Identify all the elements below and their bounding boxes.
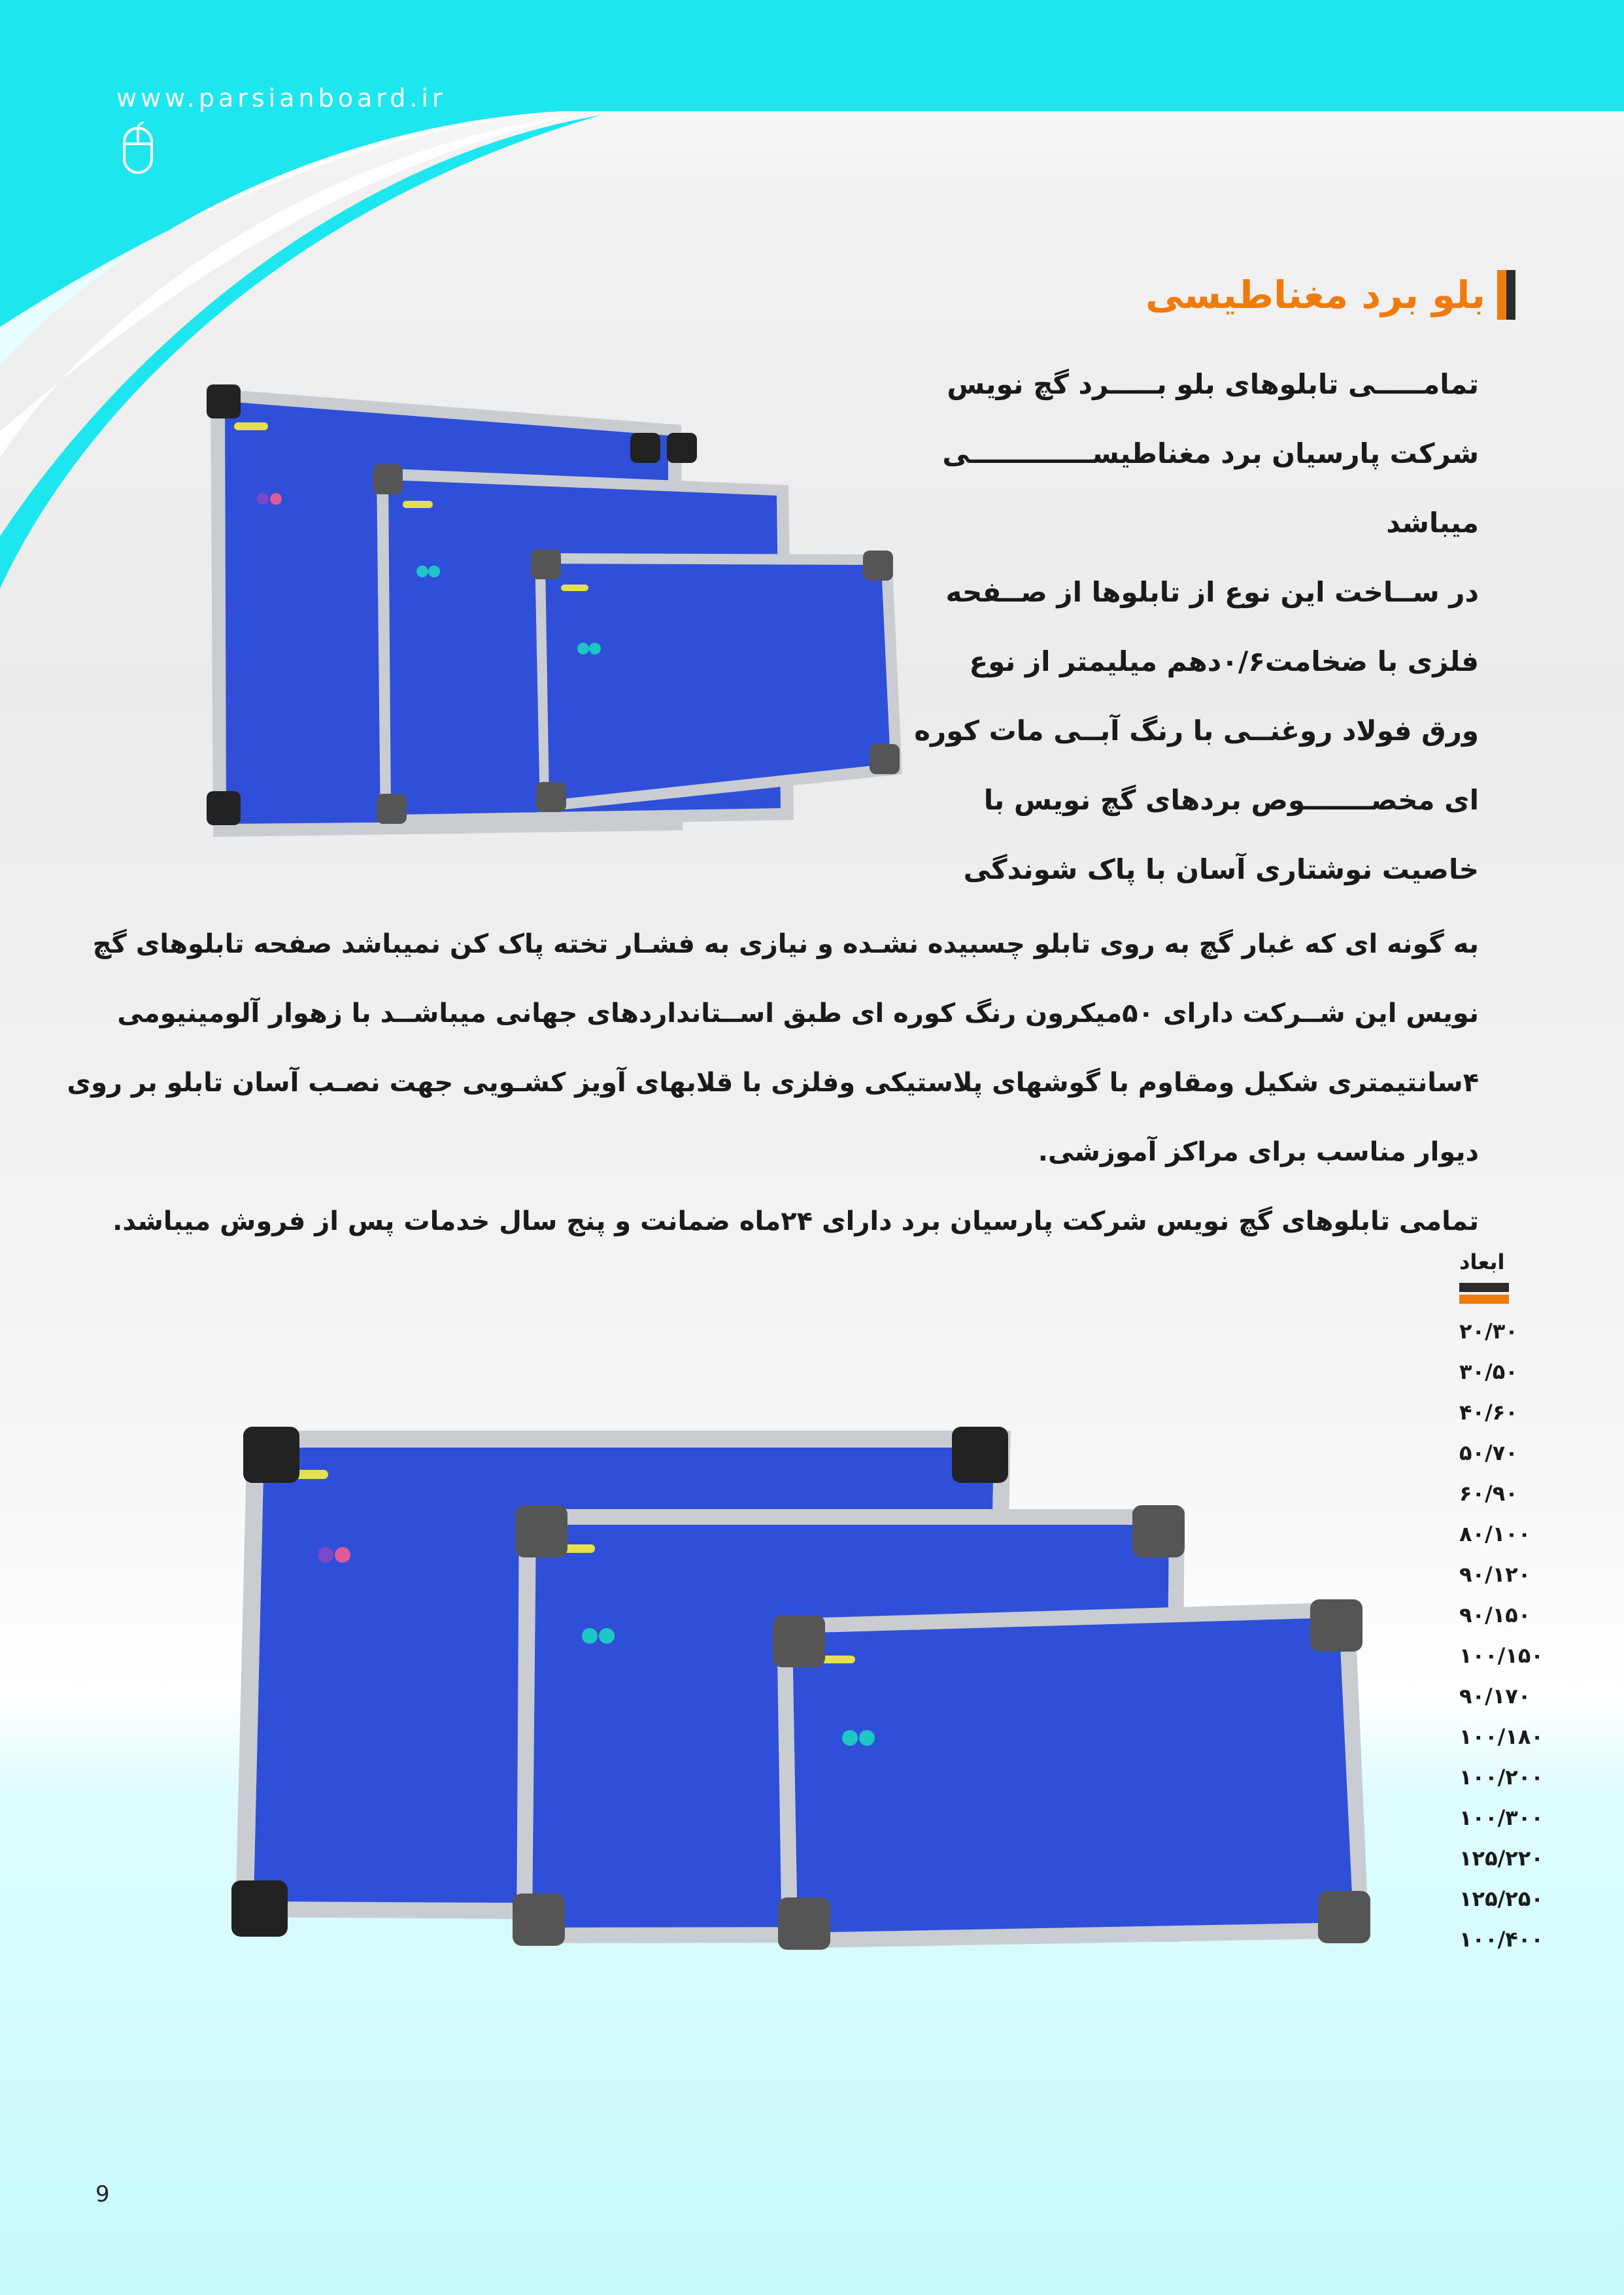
dimension-item: ۹۰/۱۷۰ (1459, 1684, 1531, 1708)
title-text: بلو برد مغناطیسی (1145, 273, 1485, 317)
dimension-item: ۱۲۵/۲۵۰ (1459, 1886, 1544, 1911)
dimension-item: ۱۲۵/۲۲۰ (1459, 1846, 1544, 1871)
dimension-item: ۱۰۰/۳۰۰ (1459, 1805, 1544, 1830)
paragraph-line: دیوار مناسب برای مراکز آموزشی. (1038, 1137, 1479, 1167)
paragraph-line: نویس این شــرکت دارای ۵۰میکرون رنگ کوره ای طبق اســتانداردهای جهانی میباشــد با زهوار آلومینیومی (117, 998, 1479, 1028)
page-number: 9 (95, 2181, 110, 2207)
dimensions-list (1459, 1248, 1564, 1965)
paragraph-block (67, 918, 1479, 1265)
section-title (1145, 267, 1515, 323)
description-line: فلزی با ضخامت۰/۶دهم میلیمتر از نوع (969, 645, 1479, 677)
description-line: خاصیت نوشتاری آسان با پاک شوندگی (963, 853, 1479, 885)
dimension-item: ۹۰/۱۵۰ (1459, 1603, 1531, 1627)
dimension-item: ۱۰۰/۴۰۰ (1459, 1927, 1544, 1952)
description-line: ورق فولاد روغنــی با رنگ آبــی مات کوره (914, 715, 1479, 747)
website-url[interactable]: www.parsianboard.ir (116, 84, 447, 112)
description-line: تمامـــــی تابلوهای بلو بـــــرد گچ نویس (947, 368, 1479, 400)
description-line: شرکت پارسیان برد مغناطیســـــــــــــی (942, 437, 1479, 469)
dimension-item: ۱۰۰/۲۰۰ (1459, 1765, 1544, 1790)
board-small (773, 1599, 1370, 1950)
dimension-item: ۱۰۰/۱۵۰ (1459, 1643, 1544, 1668)
dimension-item: ۸۰/۱۰۰ (1459, 1522, 1531, 1546)
boards-image-bottom (229, 1425, 1379, 1962)
dimension-item: ۳۰/۵۰ (1459, 1359, 1518, 1384)
paragraph-line: تمامی تابلوهای گچ نویس شرکت پارسیان برد دارای ۲۴ماه ضمانت و پنج سال خدمات پس از فروش میباشد. (112, 1206, 1479, 1236)
dimension-item: ۴۰/۶۰ (1459, 1400, 1518, 1425)
paragraph-line: ۴سانتیمتری شکیل ومقاوم با گوشهای پلاستیکی وفلزی با قلابهای آویز کشـویی جهت نصـب آسان تابلو بر روی (67, 1068, 1479, 1098)
paragraph-line: به گونه ای که غبار گچ به روی تابلو چسبیده نشـده و نیازی به فشـار تخته پاک کن نمیباشد صفحه تابلوهای گچ (92, 929, 1479, 959)
dimension-item: ۲۰/۳۰ (1459, 1319, 1518, 1344)
dimension-item: ۵۰/۷۰ (1459, 1440, 1518, 1465)
description-line: ای مخصـــــــوص بردهای گچ نویس با (983, 784, 1479, 816)
title-accent-bar (1497, 270, 1515, 320)
description-line: میباشد (1386, 507, 1479, 539)
dimensions-label: ابعاد (1459, 1250, 1505, 1274)
dimension-item: ۱۰۰/۱۸۰ (1459, 1724, 1544, 1749)
description-line: در ســاخت این نوع از تابلوها از صــفحه (945, 576, 1479, 608)
description-block (914, 358, 1479, 913)
dimension-item: ۶۰/۹۰ (1459, 1481, 1518, 1506)
boards-image-top (196, 373, 915, 850)
dimensions-accent-bar (1459, 1283, 1564, 1304)
dimension-item: ۹۰/۱۲۰ (1459, 1562, 1531, 1587)
mouse-icon (122, 122, 154, 175)
